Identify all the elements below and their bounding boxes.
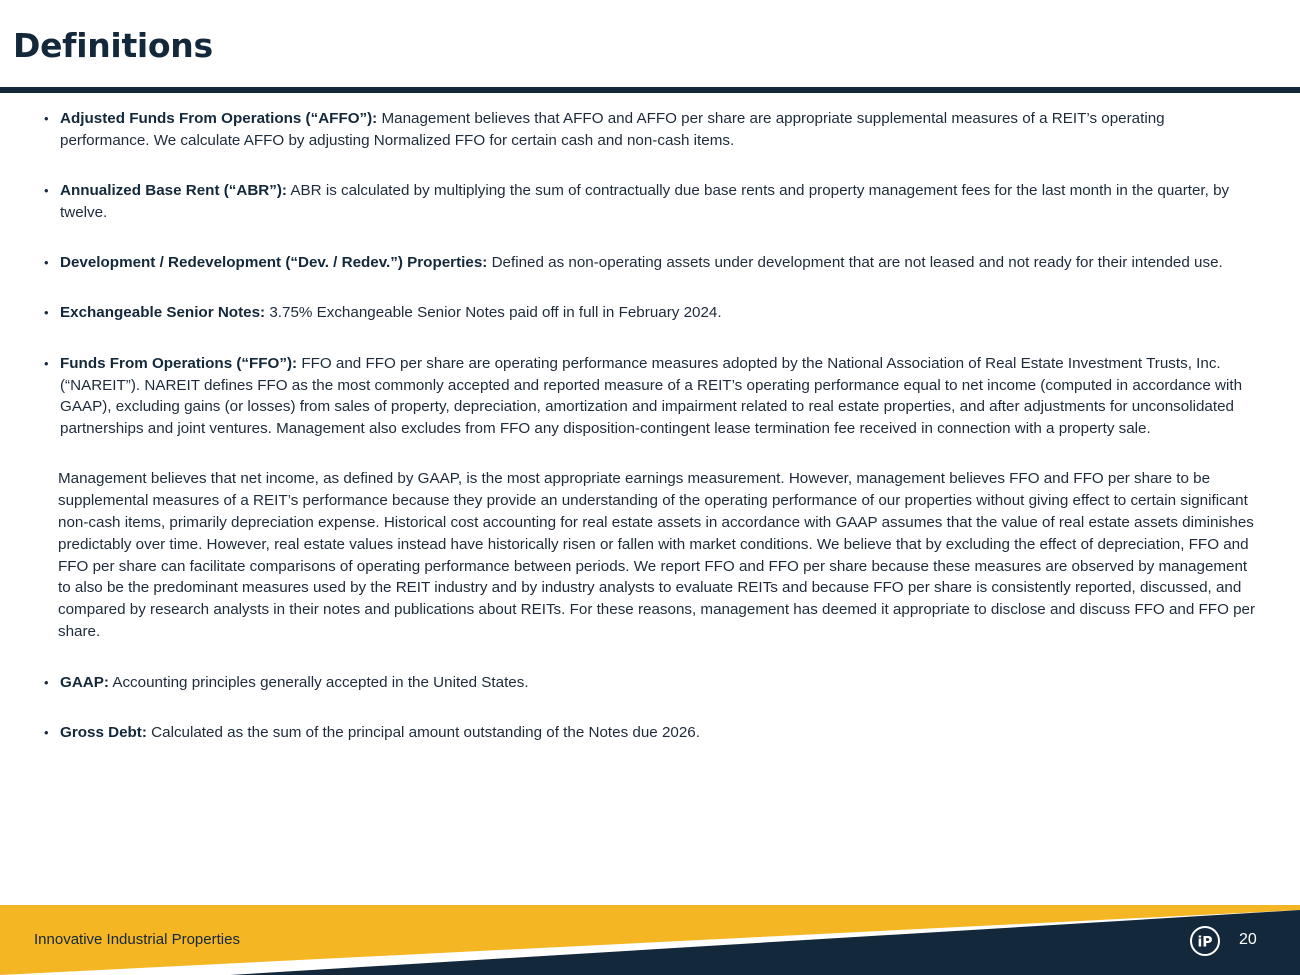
definition-text: FFO and FFO per share are operating performance measures adopted by the National Association of Real Estate Investment Trusts, Inc. (“NAREIT”). NAREIT defines FFO as the most commonly accepted and reported measure of a REIT’s operating performance equal to net income (computed in accordance with GAAP), excluding gains (or losses) from sales of property, depreciation, amortization and impairment related to real estate properties, and after adjustments for unconsolidated partnerships and joint ventures. Management also excludes from FFO any disposition-contingent lease termination fee received in connection with a property sale. (60, 354, 1243, 438)
definition-gross-debt (44, 722, 1256, 744)
definition-exchangeable-notes (44, 302, 1256, 324)
definition-ffo (44, 353, 1256, 440)
definition-term: GAAP: (60, 673, 109, 691)
company-name: Innovative Industrial Properties (34, 931, 240, 948)
bullet: • (44, 725, 49, 741)
definition-term: Annualized Base Rent (“ABR”): (60, 182, 287, 200)
bullet: • (44, 183, 49, 199)
bullet: • (44, 111, 49, 126)
page-number: 20 (1239, 931, 1257, 948)
definition-term: Gross Debt: (60, 724, 147, 742)
definition-abr (44, 180, 1256, 224)
definition-text: ABR is calculated by multiplying the sum of contractually due base rents and property management fees for the last month in the quarter, by twelve. (60, 182, 1230, 221)
bullet: • (44, 355, 49, 371)
bullet: • (44, 674, 49, 690)
company-logo-icon (1189, 925, 1221, 957)
definition-gaap (44, 672, 1256, 694)
page-title: Definitions (13, 26, 213, 65)
definition-text: Calculated as the sum of the principal amount outstanding of the Notes due 2026. (151, 724, 700, 742)
definition-text: 3.75% Exchangeable Senior Notes paid off in full in February 2024. (269, 304, 722, 322)
bullet: • (44, 255, 49, 271)
definition-text: Management believes that AFFO and AFFO per share are appropriate supplemental measures of a REIT’s operating performance. We calculate AFFO by adjusting Normalized FFO for certain cash and non-cash items. (60, 110, 1165, 149)
bullet: • (44, 305, 49, 321)
definition-term: Adjusted Funds From Operations (“AFFO”): (60, 110, 378, 127)
definition-text: Accounting principles generally accepted in the United States. (112, 673, 529, 691)
definition-text: Defined as non-operating assets under development that are not leased and not ready for their intended use. (491, 254, 1223, 272)
definition-term: Exchangeable Senior Notes: (60, 304, 266, 322)
definitions-list (44, 108, 1256, 772)
ffo-paragraph: Management believes that net income, as defined by GAAP, is the most appropriate earnings measurement. However, management believes FFO and FFO per share to be supplemental measures of a REIT’s performance because they provide an understanding of the operating performance of our properties without giving effect to certain significant non-cash items, primarily depreciation expense. Historical cost accounting for real estate assets in accordance with GAAP assumes that the value of real estate assets diminishes predictably over time. However, real estate values instead have historically risen or fallen with market conditions. We believe that by excluding the effect of depreciation, FFO and FFO per share can facilitate comparisons of operating performance between periods. We report FFO and FFO per share because these measures are observed by management to also be the predominant measures used by the REIT industry and by industry analysts to evaluate REITs and because FFO per share is consistently reported, discussed, and compared by research analysts in their notes and publications about REITs. For these reasons, management has deemed it appropriate to disclose and discuss FFO and FFO per share. (58, 470, 1256, 641)
definition-term: Development / Redevelopment (“Dev. / Redev.”) Properties: (60, 254, 488, 272)
definition-dev-redev (44, 252, 1256, 274)
definition-term: Funds From Operations (“FFO”): (60, 354, 298, 372)
title-divider (0, 87, 1300, 93)
logo-text: iP (1197, 934, 1213, 951)
definition-affo (44, 108, 1256, 152)
